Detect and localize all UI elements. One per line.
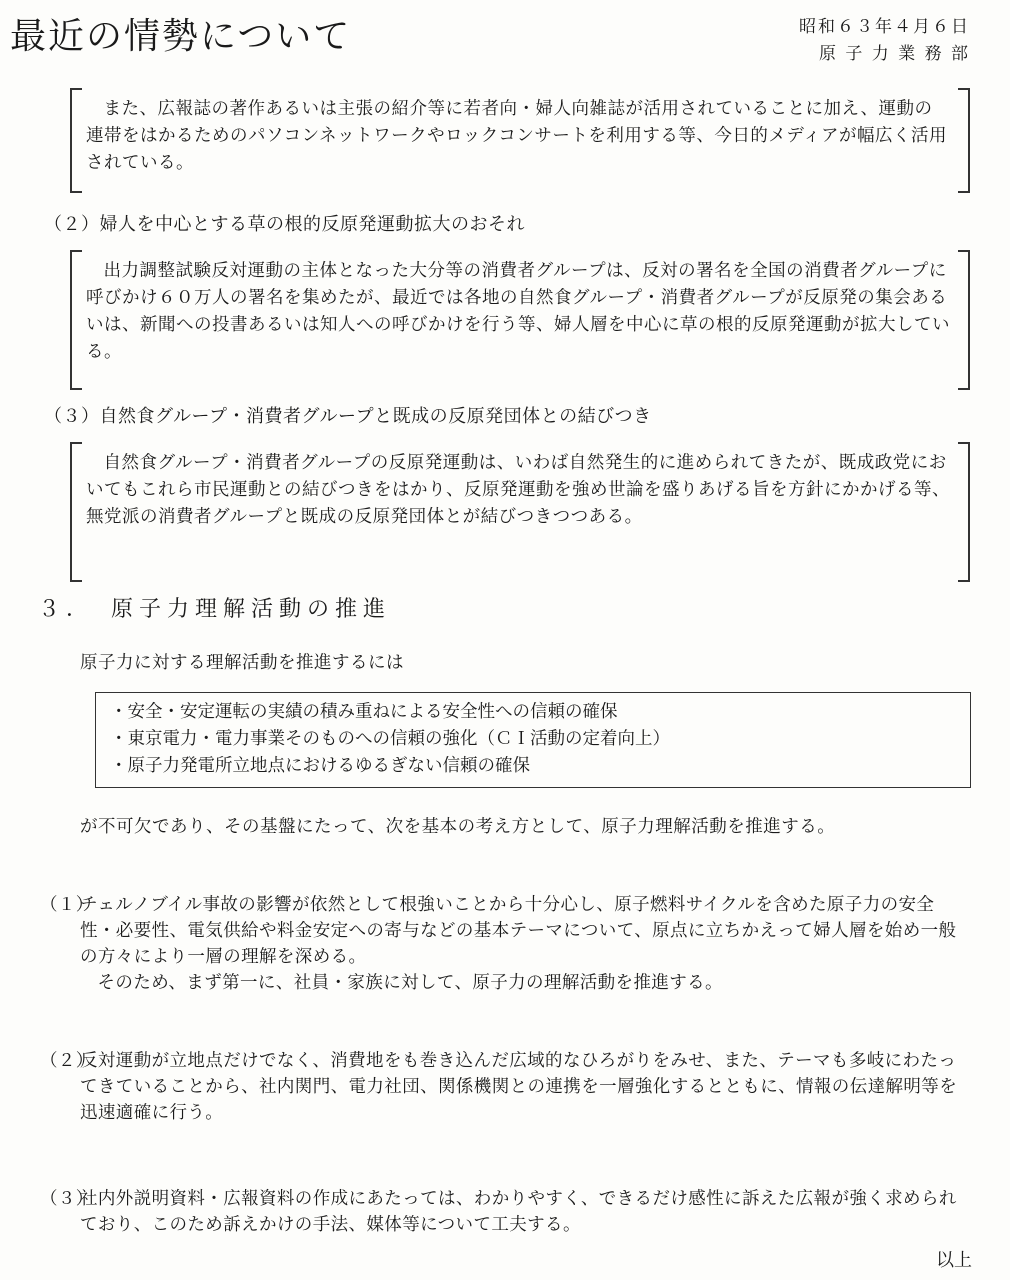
document-meta	[799, 14, 970, 68]
list-item-number: （１）	[40, 895, 94, 915]
bracket-box-3	[70, 442, 970, 582]
document-department: 原 子 力 業 務 部	[818, 44, 970, 64]
section3-heading: （３）自然食グループ・消費者グループと既成の反原発団体との結びつき	[44, 406, 652, 427]
section2-heading: （２）婦人を中心とする草の根的反原発運動拡大のおそれ	[44, 214, 525, 235]
list-item-number: （３）	[40, 1189, 94, 1209]
part3-heading: ３． 原子力理解活動の推進	[38, 597, 392, 622]
requirement-item: ・原子力発電所立地点におけるゆるぎない信頼の確保	[110, 756, 530, 776]
list-item-number: （２）	[40, 1051, 94, 1071]
bracket-box-1	[70, 88, 970, 193]
list-item-3	[40, 1186, 960, 1238]
document-title: 最近の情勢について	[10, 16, 352, 57]
bracket-box-2	[70, 250, 970, 390]
list-item-text: 反対運動が立地点だけでなく、消費地をも巻き込んだ広域的なひろがりをみせ、また、テーマも多岐にわたってきていることから、社内関門、電力社団、関係機関との連携を一層強化するとともに、情報の伝達解明等を迅速適確に行う。	[80, 1051, 958, 1123]
requirements-box	[95, 692, 971, 788]
list-item-text: チェルノブイル事故の影響が依然として根強いことから十分心し、原子燃料サイクルを含めた原子力の安全性・必要性、電気供給や料金安定への寄与などの基本テーマについて、原点に立ちかえって婦人層を始め一般の方々により一層の理解を深める。	[80, 895, 957, 967]
requirement-item: ・安全・安定運転の実績の積み重ねによる安全性への信頼の確保	[110, 702, 618, 722]
requirement-item: ・東京電力・電力事業そのものへの信頼の強化（ＣＩ活動の定着向上）	[110, 729, 670, 749]
closing-mark: 以上	[936, 1250, 972, 1271]
list-item-1	[40, 892, 960, 996]
intro-text: 原子力に対する理解活動を推進するには	[80, 653, 404, 673]
after-box-text: が不可欠であり、その基盤にたって、次を基本の考え方として、原子力理解活動を推進する。	[80, 817, 836, 837]
list-item-2	[40, 1048, 960, 1126]
list-item-text-2: そのため、まず第一に、社員・家族に対して、原子力の理解活動を推進する。	[97, 973, 723, 993]
section1-paragraph: また、広報誌の著作あるいは主張の紹介等に若者向・婦人向雑誌が活用されていることに加え、運動の連帯をはかるためのパソコンネットワークやロックコンサートを利用する等、今日的メディアが幅広く活用されている。	[86, 99, 948, 173]
section3-paragraph: 自然食グループ・消費者グループの反原発運動は、いわば自然発生的に進められてきたが、既成政党においてもこれら市民運動との結びつきをはかり、反原発運動を強め世論を盛りあげる旨を方針にかかげる等、無党派の消費者グループと既成の反原発団体とが結びつきつつある。	[86, 453, 950, 527]
section2-paragraph: 出力調整試験反対運動の主体となった大分等の消費者グループは、反対の署名を全国の消費者グループに呼びかけ６０万人の署名を集めたが、最近では各地の自然食グループ・消費者グループが反原発の集会あるいは、新聞への投書あるいは知人への呼びかけを行う等、婦人層を中心に草の根的反原発運動が拡大している。	[86, 261, 950, 362]
list-item-text: 社内外説明資料・広報資料の作成にあたっては、わかりやすく、できるだけ感性に訴えた広報が強く求められており、このため訴えかけの手法、媒体等について工夫する。	[80, 1189, 957, 1235]
document-date: 昭和６３年４月６日	[799, 17, 970, 37]
